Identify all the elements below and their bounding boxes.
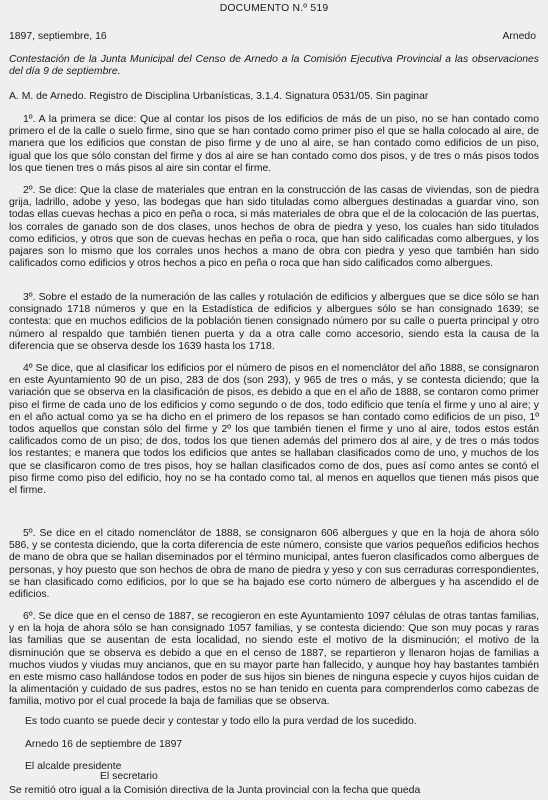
- document-date: 1897, septiembre, 16: [9, 31, 107, 42]
- secretary-signature: El secretario: [100, 771, 158, 782]
- document-summary: Contestación de la Junta Municipal del Censo de Arnedo a la Comisión Ejecutiva Provincial a las observaciones del día 9 de septiembre.: [9, 54, 539, 78]
- paragraph-5: 5º. Se dice en el citado nomenclátor de 1888, se consignaron 606 albergues y que en la hoja de ahora sólo 586, y se contesta diciendo, que la corta diferencia de este número, consiste que varios pequeños edificios hechos de mano de obra que se hallan diseminados por el término municipal, antes fueron clasificados como albergues de personas, y hoy puesto que son hechos de obra de mano de piedra y yeso y con sus cerraduras correspondientes, se han clasificado como edificios, por lo que se ha bajado ese corto número de albergues y ha ascendido el de edificios.: [9, 528, 539, 601]
- closing-statement: Es todo cuanto se puede decir y contestar y todo ello la pura verdad de los sucedido.: [25, 716, 417, 727]
- paragraph-1: 1º. A la primera se dice: Que al contar los pisos de los edificios de más de un piso, no se han contado como primero el de la calle o suelo firme, sino que se han contado como primer piso el que se halla colocado al aire, de manera que los edificios que constan de piso firme y de uno al aire, se han contado como edificios de un piso, igual que los que sólo constan del firme y dos al aire se han contado como dos pisos, y de tres o más pisos todos los que tienen tres o más pisos al aire sin contar el firme.: [9, 114, 539, 174]
- paragraph-6: 6º. Se dice que en el censo de 1887, se recogieron en este Ayuntamiento 1097 células de otras tantas familias, y en la hoja de ahora sólo se han consignado 1057 familias, y se contesta diciendo: Que son muy pocas y raras las familias que se ausentan de esta localidad, no siendo este el motivo de la disminución; el motivo de la disminución que se observa es debido a que en el censo de 1887, se repartieron y llenaron hojas de familias a muchos viudos y viudas muy ancianos, que en su mayor parte han fallecido, y aunque hoy hay bastantes también en este mismo caso hallándose todos en poder de sus hijos sin bienes de ninguna especie y cuyos hijos cuidan de la alimentación y cuidado de sus padres, estos no se han tenido en cuenta para comprenderlos como cabezas de familia, motivo por el cual procede la baja de familias que se observa.: [9, 611, 539, 708]
- signature-date: Arnedo 16 de septiembre de 1897: [25, 739, 183, 750]
- paragraph-2: 2º. Se dice: Que la clase de materiales que entran en la construcción de las casas de viviendas, son de piedra grija, ladrillo, adobe y yeso, las bodegas que han sido tituladas como albergues destinadas a guardar vino, son todas ellas cuevas hechas a pico en peña o roca, si más materiales de obra que el de la colocación de las puertas, los corrales de ganado son de dos clases, unos hechos de obra de piedra y yeso, los cuales han sido titulados como edificios, y otros que son de cuevas hechas en peña o roca, que han sido calificadas como albergues, y los pajares son lo mismo que los corrales unos hechos a mano de obra con piedra y yeso que también han sido calificados como edificios y otros hechos a pico en peña o roca que han sido calificados como albergues.: [9, 185, 539, 270]
- archive-reference: A. M. de Arnedo. Registro de Disciplina Urbanísticas, 3.1.4. Signatura 0531/05. Sin paginar: [9, 91, 429, 102]
- footer-note: Se remitió otro igual a la Comisión directiva de la Junta provincial con la fecha que queda: [9, 785, 421, 796]
- document-title: DOCUMENTO N.º 519: [219, 3, 329, 14]
- mayor-signature: El alcalde presidente: [25, 761, 122, 772]
- document-place: Arnedo: [502, 31, 536, 42]
- paragraph-3: 3º. Sobre el estado de la numeración de las calles y rotulación de edificios y albergues que se dice sólo se han consignado 1718 números y que en la Estadística de edificios y albergues sólo se han consignado 1639; se contesta: que en muchos edificios de la población tienen consignado número por su calle o puerta principal y otro número al respaldo que también tienen puerta y da a otra calle como accesorio, siendo esta la causa de la diferencia que se observa desde los 1639 hasta los 1718.: [9, 292, 539, 352]
- paragraph-4: 4º Se dice, que al clasificar los edificios por el número de pisos en el nomenclátor del año 1888, se consignaron en este Ayuntamiento 90 de un piso, 283 de dos (son 293), y 965 de tres o más, y se contesta diciendo; que la variación que se observa en la clasificación de pisos, es debido a que en el año de 1888, se contaron como primer piso el firme de cada uno de los edificios y como segundo o de dos, todo edificio que tenía el firme y uno al aire; y en el año actual como ya se ha dicho en el primero de los repasos se han contado como edificios de un piso, 1º todos aquellos que constan sólo del firme y 2º los que también tienen el firme y uno al aire, todos estos están calificados como de un piso; de dos, todos los que tienen además del primero dos al aire, y de tres o más todos los restantes; e manera que todos los edificios que antes se hallaban clasificados como de uno, y muchos de los que se clasificaron como de tres pisos, hoy se hallan clasificados como de dos, pues así como antes se contó el piso firme como piso del edificio, hoy no se ha contado como tal, al menos en aquellos que tienen más pisos que el firme.: [9, 363, 539, 497]
- document-header: [9, 31, 536, 43]
